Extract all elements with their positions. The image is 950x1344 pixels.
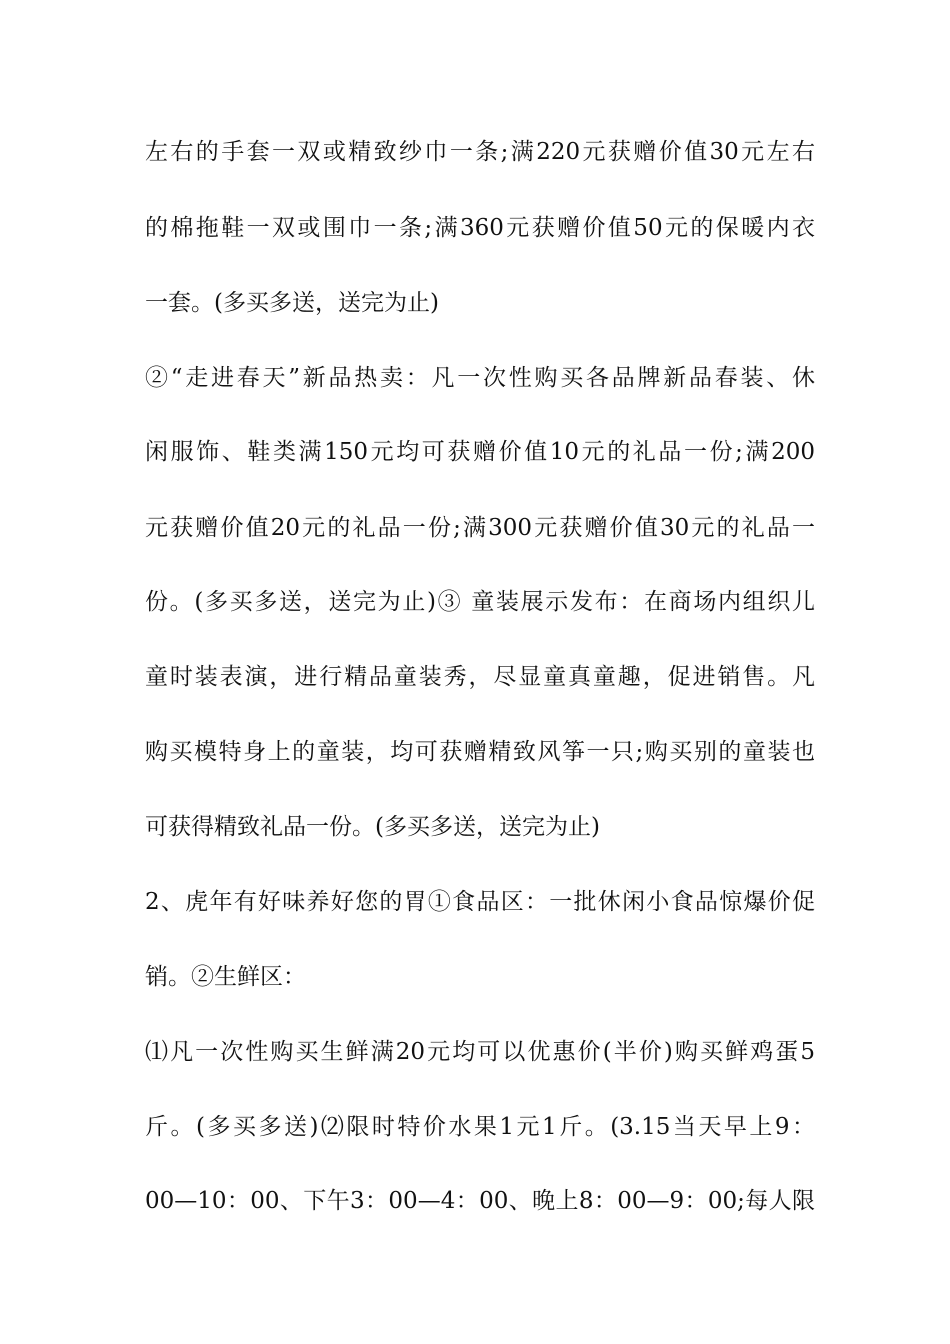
- text-line-2: 的棉拖鞋一双或围巾一条;满360元获赠价值50元的保暖内衣: [145, 215, 815, 241]
- text-line-8: 童时装表演，进行精品童装秀，尽显童真童趣，促进销售。凡: [145, 664, 815, 690]
- text-line-11: 2、虎年有好味养好您的胃①食品区：一批休闲小食品惊爆价促: [145, 889, 815, 915]
- text-line-12: 销。②生鲜区：: [145, 964, 306, 990]
- text-line-5: 闲服饰、鞋类满150元均可获赠价值10元的礼品一份;满200: [145, 439, 815, 465]
- text-line-3: 一套。(多买多送，送完为止): [145, 290, 439, 316]
- text-line-1: 左右的手套一双或精致纱巾一条;满220元获赠价值30元左右: [145, 139, 815, 165]
- text-line-10: 可获得精致礼品一份。(多买多送，送完为止): [145, 814, 600, 840]
- text-line-9: 购买模特身上的童装，均可获赠精致风筝一只;购买别的童装也: [145, 739, 815, 765]
- text-line-7: 份。(多买多送，送完为止)③ 童装展示发布：在商场内组织儿: [145, 589, 815, 615]
- text-line-6: 元获赠价值20元的礼品一份;满300元获赠价值30元的礼品一: [145, 515, 815, 541]
- text-line-14: 斤。(多买多送)⑵限时特价水果1元1斤。(3.15当天早上9：: [145, 1114, 815, 1140]
- text-line-13: ⑴凡一次性购买生鲜满20元均可以优惠价(半价)购买鲜鸡蛋5: [145, 1039, 815, 1065]
- text-line-4: ②“走进春天”新品热卖：凡一次性购买各品牌新品春装、休: [145, 365, 815, 391]
- text-line-15: 00—10：00、下午3：00—4：00、晚上8：00—9：00;每人限: [145, 1188, 815, 1214]
